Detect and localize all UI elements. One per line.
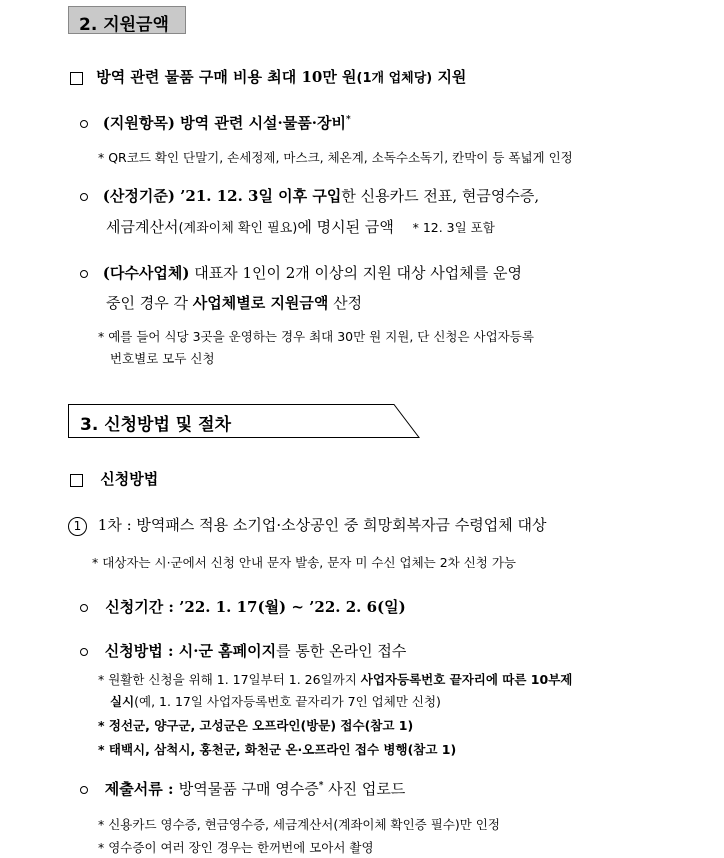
criteria-line2-a: 세금계산서 — [106, 218, 179, 236]
documents-label: 제출서류 : — [104, 780, 179, 798]
criteria-text: 한 신용카드 전표, 현금영수증, — [341, 187, 540, 205]
support-amount-item — [70, 66, 466, 87]
criteria-line2 — [106, 216, 495, 237]
documents-sup: * — [318, 781, 324, 791]
channel-note2: * 정선군, 양구군, 고성군은 오프라인(방문) 접수(참고 1) — [98, 718, 414, 733]
section-2-title: 2. 지원금액 — [79, 15, 169, 35]
documents-note1: * 신용카드 영수증, 현금영수증, 세금계산서(계좌이체 확인증 필수)만 인정 — [98, 817, 500, 832]
support-item-criteria — [80, 185, 539, 206]
support-item-scope — [80, 112, 351, 133]
multi-line2-c: 산정 — [328, 294, 363, 312]
channel-label: 신청방법 : — [104, 642, 179, 660]
multi-note-line1: * 예를 들어 식당 3곳을 운영하는 경우 최대 30만 원 지원, 단 신청은 사업자등록 — [98, 329, 534, 344]
multi-text: 대표자 1인이 2개 이상의 지원 대상 사업체를 운영 — [189, 264, 522, 282]
support-amount-per-business: (1개 업체당) — [356, 71, 433, 86]
checkbox-square-icon — [70, 72, 83, 85]
bullet-circle-icon — [80, 120, 88, 128]
scope-note: * QR코드 확인 단말기, 손세정제, 마스크, 체온계, 소독수소독기, 칸막이 등 폭넓게 인정 — [98, 150, 573, 165]
channel-note1-line1 — [98, 670, 572, 688]
criteria-note: * 12. 3일 포함 — [412, 220, 495, 235]
support-amount-text: 방역 관련 물품 구매 비용 최대 10만 원 — [96, 68, 357, 86]
scope-sup: * — [345, 115, 351, 125]
bullet-circle-icon — [80, 270, 88, 278]
multi-line2 — [106, 292, 362, 313]
application-method-heading — [70, 468, 158, 489]
step-1-text: 1차 : 방역패스 적용 소기업·소상공인 중 희망회복자금 수령업체 대상 — [97, 516, 547, 534]
bullet-circle-icon — [80, 193, 88, 201]
checkbox-square-icon — [70, 474, 83, 487]
documents-text: 방역물품 구매 영수증 — [178, 780, 319, 798]
criteria-line2-c: 에 명시된 금액 — [297, 218, 394, 236]
section-3-title: 3. 신청방법 및 절차 — [80, 415, 231, 435]
section-2-header — [68, 6, 186, 34]
channel-note1-a: * 원활한 신청을 위해 1. 17일부터 1. 26일까지 — [98, 672, 361, 687]
application-channel — [80, 640, 406, 661]
required-documents — [80, 778, 405, 799]
channel-note1-line2 — [110, 692, 441, 710]
channel-note3: * 태백시, 삼척시, 홍천군, 화천군 온·오프라인 접수 병행(참고 1) — [98, 742, 457, 757]
bullet-circle-icon — [80, 604, 88, 612]
support-amount-suffix: 지원 — [432, 68, 467, 86]
application-period — [80, 596, 406, 617]
application-period-text: 신청기간 : ’22. 1. 17(월) ~ ’22. 2. 6(일) — [105, 598, 406, 616]
criteria-date: ’21. 12. 3일 이후 구입 — [174, 187, 342, 205]
step-1 — [68, 514, 547, 536]
application-method-subtitle: 신청방법 — [100, 470, 159, 488]
criteria-label: (산정기준) — [102, 187, 175, 205]
section-3-header — [68, 404, 420, 438]
channel-text: 를 통한 온라인 접수 — [276, 642, 407, 660]
documents-note2: * 영수증이 여러 장인 경우는 한꺼번에 모아서 촬영 — [98, 840, 374, 855]
scope-label: (지원항목) — [102, 114, 175, 132]
channel-note1-d: (예, 1. 17일 사업자등록번호 끝자리가 7인 업체만 신청) — [134, 694, 441, 709]
step-number-circle: 1 — [68, 517, 87, 536]
multi-line2-b: 사업체별로 지원금액 — [192, 294, 329, 312]
multi-line2-a: 중인 경우 각 — [106, 294, 193, 312]
channel-note1-b: 사업자등록번호 끝자리에 따른 10부제 — [360, 672, 573, 687]
bullet-circle-icon — [80, 648, 88, 656]
step-1-note: * 대상자는 시·군에서 신청 안내 문자 발송, 문자 미 수신 업체는 2차 신청 가능 — [92, 555, 516, 570]
scope-text: 방역 관련 시설·물품·장비 — [174, 114, 346, 132]
channel-note1-c: 실시 — [110, 694, 135, 709]
channel-bold-text: 시·군 홈페이지 — [178, 642, 277, 660]
support-item-multiple-business — [80, 262, 522, 283]
bullet-circle-icon — [80, 786, 88, 794]
multi-note-line2: 번호별로 모두 신청 — [110, 351, 215, 366]
documents-text-after: 사진 업로드 — [323, 780, 406, 798]
multi-label: (다수사업체) — [102, 264, 190, 282]
criteria-line2-b: (계좌이체 확인 필요) — [178, 221, 298, 236]
